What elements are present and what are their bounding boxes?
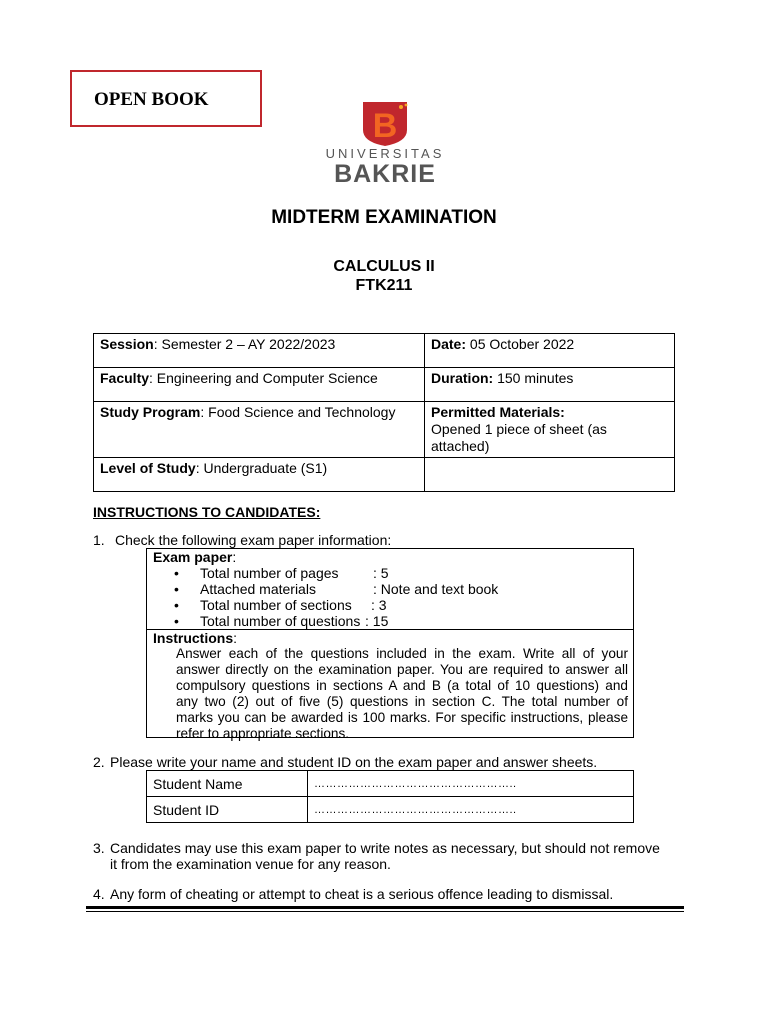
- logo-word-bakrie: BAKRIE: [334, 160, 436, 188]
- item-4-number: 4.: [93, 886, 105, 902]
- item-1-text: Check the following exam paper information:: [115, 532, 392, 548]
- instructions-heading: INSTRUCTIONS TO CANDIDATES:: [93, 504, 321, 520]
- instructions-line: answer directly on the examination paper. You are required to answer all: [176, 662, 628, 677]
- level-cell: [94, 458, 425, 492]
- materials-value: Opened 1 piece of sheet (as attached): [431, 421, 607, 454]
- course-name: CALCULUS II: [333, 258, 435, 275]
- instructions-line: marks you can be awarded is 100 marks. For specific instructions, please: [176, 710, 628, 725]
- materials-cell: [425, 402, 675, 458]
- duration-cell: [425, 368, 675, 402]
- exam-info-table: [93, 333, 675, 492]
- instructions-subheading: [153, 630, 237, 646]
- attached-label: Attached materials: [200, 581, 316, 597]
- instructions-line: compulsory questions in sections A and B (a total of 10 questions) and: [176, 678, 628, 693]
- item-2-text: Please write your name and student ID on the exam paper and answer sheets.: [110, 754, 598, 770]
- instructions-paragraph: [176, 646, 628, 742]
- program-value: : Food Science and Technology: [200, 404, 396, 420]
- exam-paper-colon: :: [232, 549, 237, 565]
- date-cell: [425, 334, 675, 368]
- session-value: : Semester 2 – AY 2022/2023: [153, 336, 336, 352]
- open-book-badge: [70, 70, 262, 127]
- item-3-line: Candidates may use this exam paper to write notes as necessary, but should not remove: [110, 840, 660, 856]
- footer-rule-thin: [86, 911, 684, 912]
- pages-value: : 5: [373, 565, 389, 581]
- instructions-line: any two (2) out of five (5) questions in section C. The total number of: [176, 694, 628, 709]
- duration-label: Duration:: [431, 370, 494, 386]
- sections-label: Total number of sections: [200, 597, 352, 613]
- session-label: Session: [100, 336, 154, 352]
- logo-shield-icon: [322, 100, 448, 146]
- questions-value: : 15: [365, 613, 389, 629]
- student-name-field[interactable]: ……………………………………………..: [308, 771, 634, 797]
- logo-word-universitas: UNIVERSITAS: [325, 146, 445, 161]
- program-label: Study Program: [100, 404, 201, 420]
- instructions-colon: :: [233, 630, 238, 646]
- faculty-value: : Engineering and Computer Science: [149, 370, 378, 386]
- exam-paper-box: [146, 548, 634, 741]
- level-label: Level of Study: [100, 460, 196, 476]
- session-cell: [94, 334, 425, 368]
- level-value: : Undergraduate (S1): [195, 460, 328, 476]
- item-2-number: 2.: [93, 754, 105, 770]
- item-1-number: 1.: [93, 532, 105, 548]
- course-code: FTK211: [355, 277, 413, 294]
- instructions-line: Answer each of the questions included in the exam. Write all of your: [176, 646, 628, 661]
- item-3-text: [110, 840, 678, 872]
- item-4-text: Any form of cheating or attempt to cheat is a serious offence leading to dismissal.: [110, 886, 614, 902]
- item-3-number: 3.: [93, 840, 105, 856]
- duration-value: 150 minutes: [493, 370, 574, 386]
- instructions-line: refer to appropriate sections.: [176, 726, 350, 741]
- open-book-label: OPEN BOOK: [94, 89, 209, 110]
- instructions-label: Instructions: [153, 630, 234, 646]
- logo-letter: B: [372, 107, 398, 145]
- exam-title: MIDTERM EXAMINATION: [271, 207, 497, 228]
- student-name-label: Student Name: [147, 771, 308, 797]
- bullet-icon: •: [174, 613, 179, 629]
- item-3-line: it from the examination venue for any reason.: [110, 856, 391, 872]
- bullet-icon: •: [174, 581, 179, 597]
- attached-value: : Note and text book: [373, 581, 499, 597]
- student-id-field[interactable]: ……………………………………………..: [308, 797, 634, 823]
- footer-rule-thick: [86, 906, 684, 909]
- sections-value: : 3: [371, 597, 387, 613]
- date-value: 05 October 2022: [466, 336, 575, 352]
- bullet-icon: •: [174, 597, 179, 613]
- exam-paper-label: Exam paper: [153, 549, 233, 565]
- pages-label: Total number of pages: [200, 565, 339, 581]
- date-label: Date:: [431, 336, 467, 352]
- empty-cell: [425, 458, 675, 492]
- exam-paper-heading: [153, 549, 236, 565]
- faculty-label: Faculty: [100, 370, 150, 386]
- student-info-table: [146, 770, 634, 823]
- student-id-label: Student ID: [147, 797, 308, 823]
- materials-label: Permitted Materials:: [431, 404, 565, 420]
- bullet-icon: •: [174, 565, 179, 581]
- questions-label: Total number of questions: [200, 613, 361, 629]
- program-cell: [94, 402, 425, 458]
- faculty-cell: [94, 368, 425, 402]
